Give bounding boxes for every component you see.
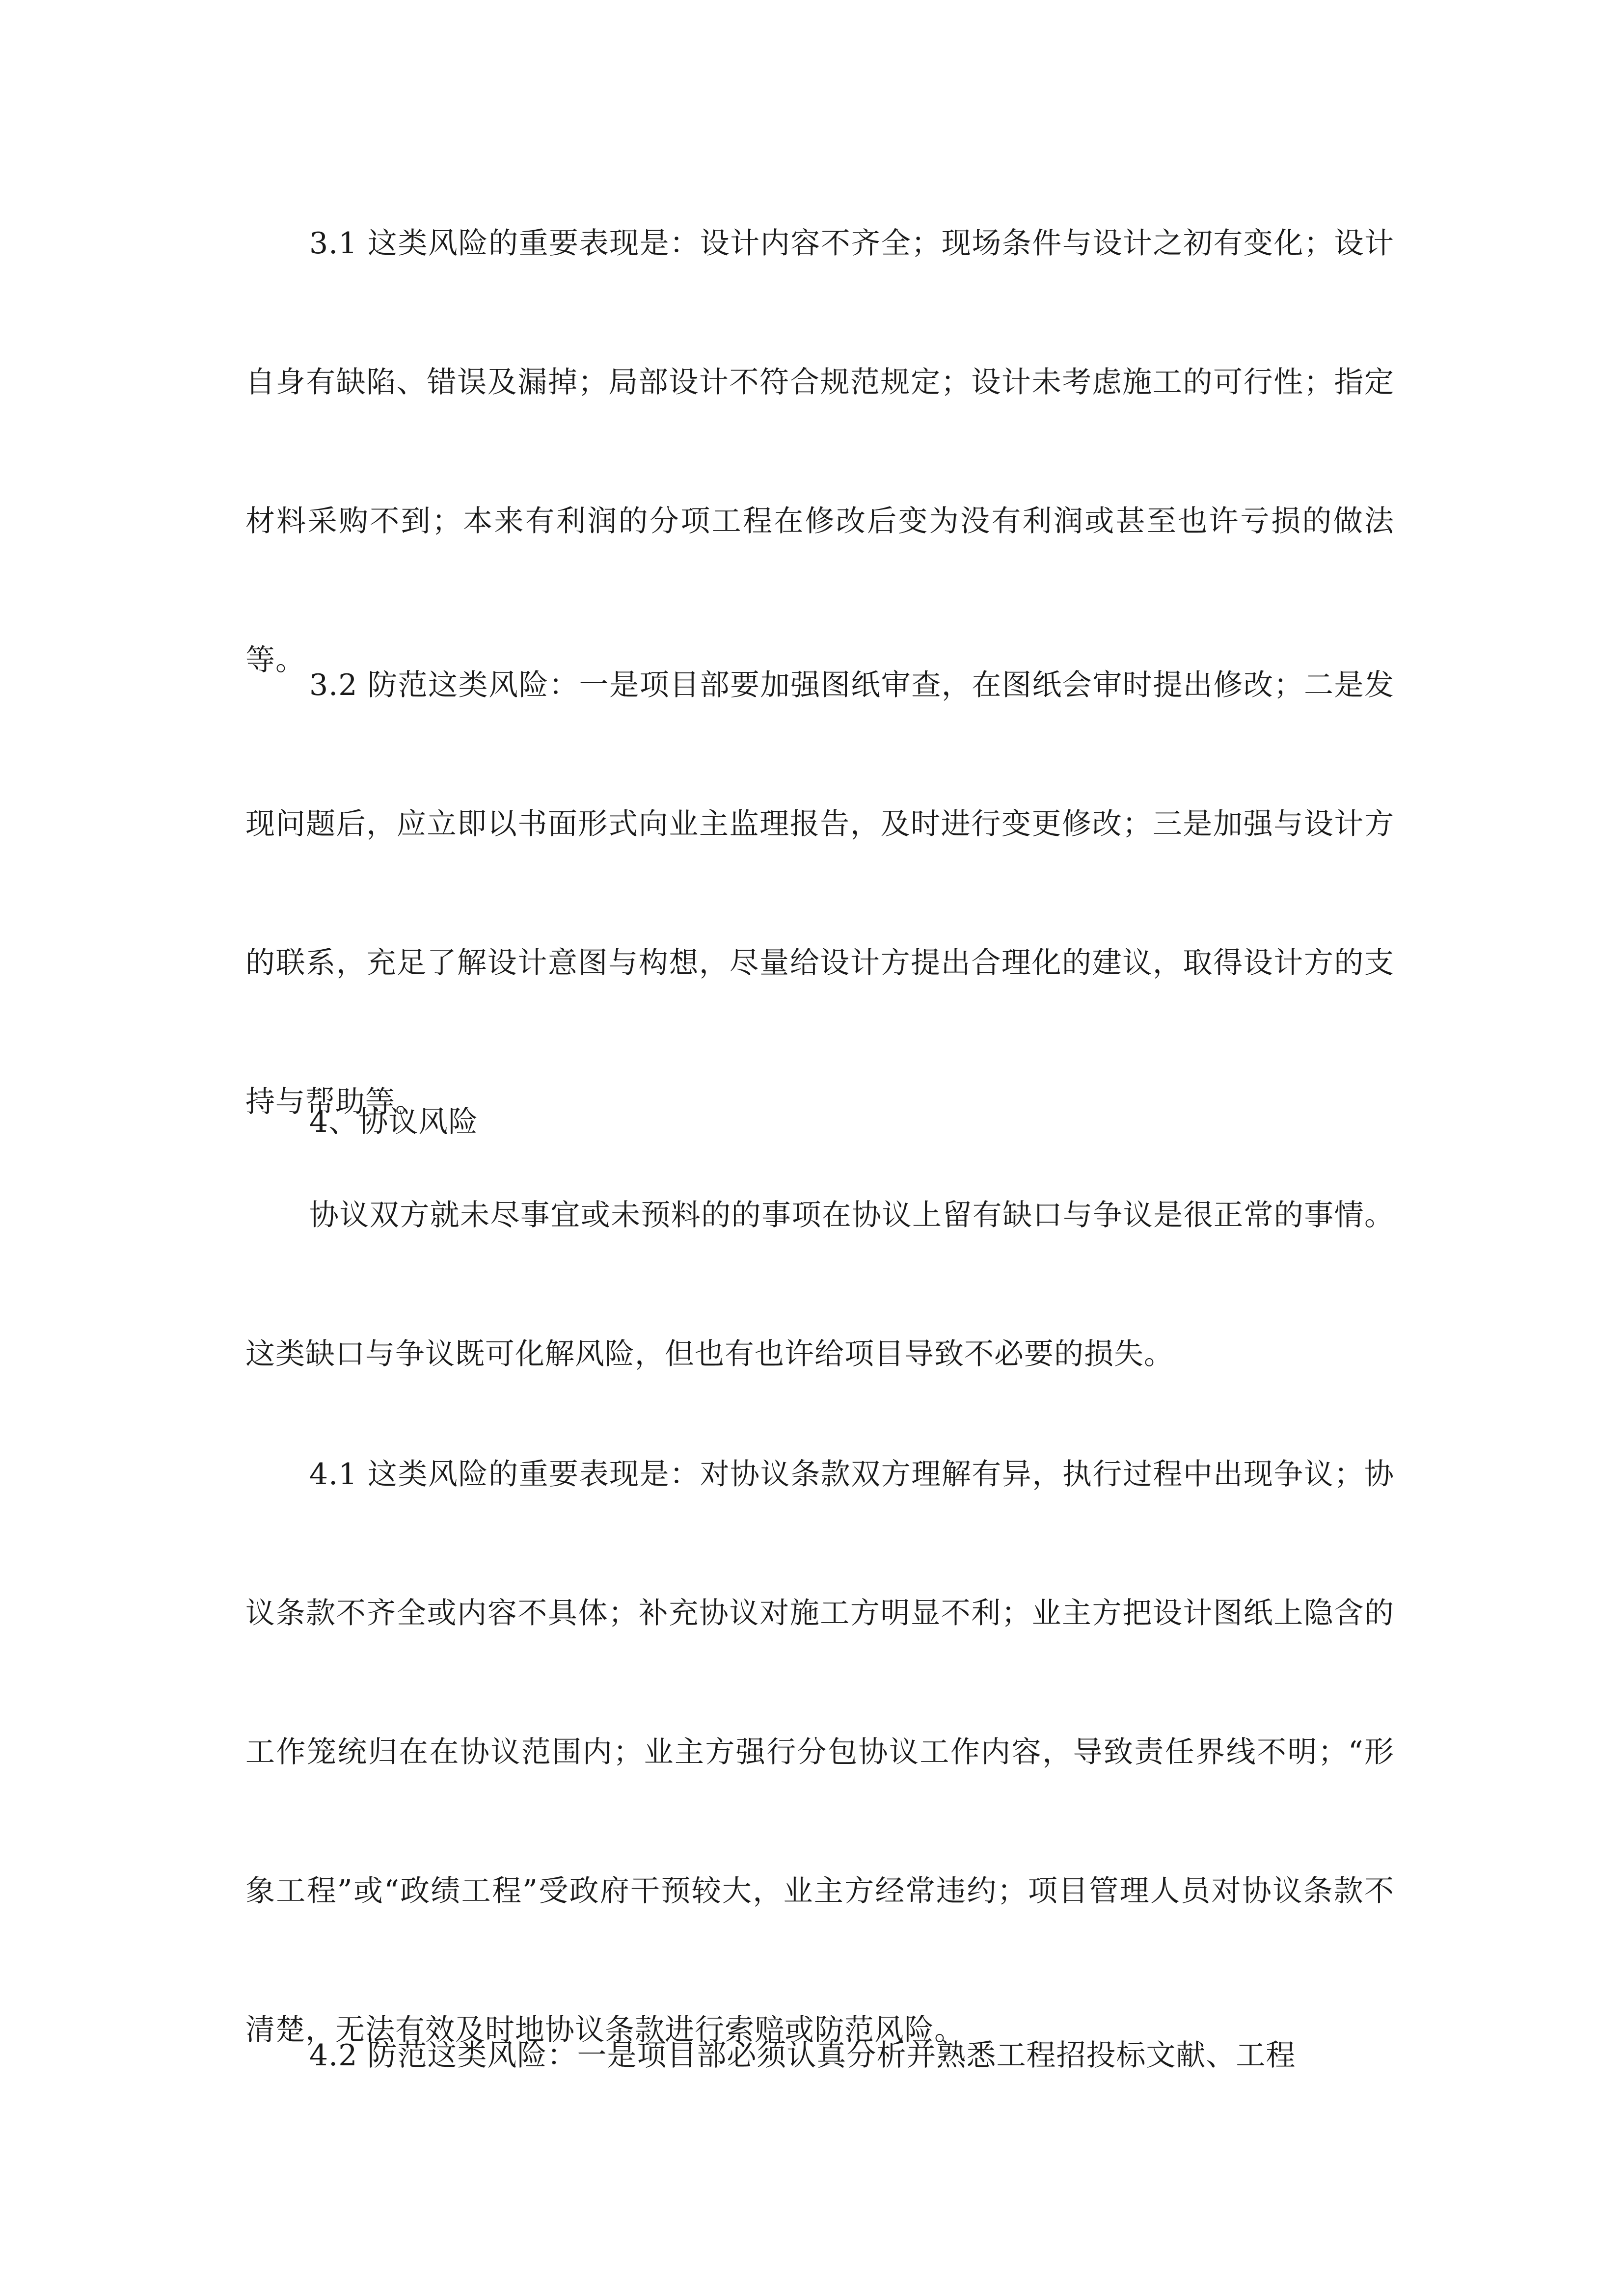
paragraph-3-2: 3.2 防范这类风险：一是项目部要加强图纸审查，在图纸会审时提出修改；二是发现问题后，应立即以书面形式向业主监理报告，及时进行变更修改；三是加强与设计方的联系，充足了解设计意图与构想，尽量给设计方提出合理化的建议，取得设计方的支持与帮助等。 [245, 668, 1394, 1119]
paragraph-4-2: 4.2 防范这类风险：一是项目部必须认真分析并熟悉工程招投标文献、工程 [309, 2038, 1296, 2073]
paragraph-4-intro: 协议双方就未尽事宜或未预料的的事项在协议上留有缺口与争议是很正常的事情。这类缺口与争议既可化解风险，但也有也许给项目导致不必要的损失。 [245, 1198, 1394, 1371]
section-heading-4: 4、协议风险 [309, 1105, 479, 1139]
paragraph-3-1: 3.1 这类风险的重要表现是：设计内容不齐全；现场条件与设计之初有变化；设计自身有缺陷、错误及漏掉；局部设计不符合规范规定；设计未考虑施工的可行性；指定材料采购不到；本来有利润的分项工程在修改后变为没有利润或甚至也许亏损的做法等。 [245, 226, 1394, 677]
paragraph-4-1: 4.1 这类风险的重要表现是：对协议条款双方理解有异，执行过程中出现争议；协议条款不齐全或内容不具体；补充协议对施工方明显不利；业主方把设计图纸上隐含的工作笼统归在在协议范围内；业主方强行分包协议工作内容，导致责任界线不明；“形象工程”或“政绩工程”受政府干预较大，业主方经常违约；项目管理人员对协议条款不清楚，无法有效及时地协议条款进行索赔或防范风险。 [245, 1457, 1394, 2047]
